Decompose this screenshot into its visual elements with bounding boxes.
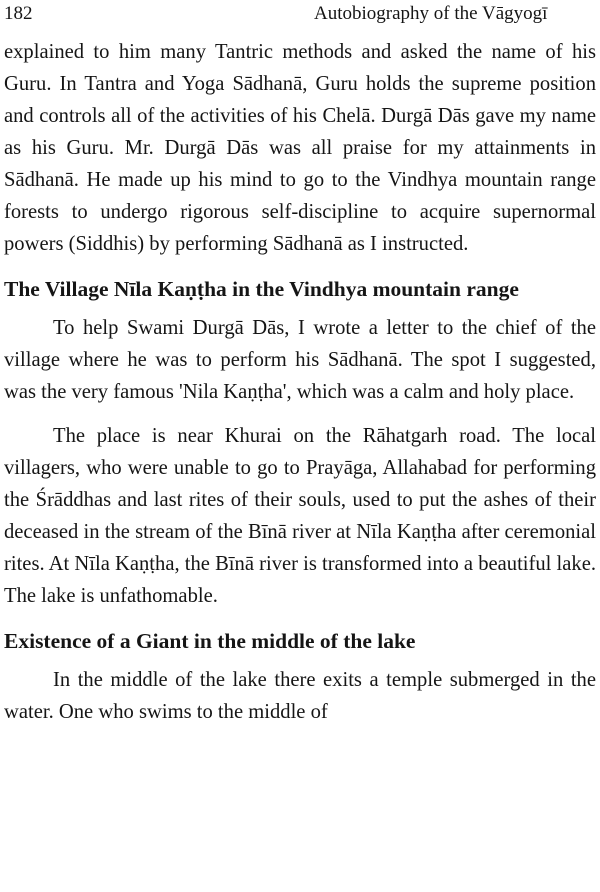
paragraph-continuation: explained to him many Tantric methods and asked the name of his Guru. In Tantra and Yoga Sādhanā, Guru holds the supreme position and controls all of the activities of his Chelā. Durgā Dās gave my name as his Guru. Mr. Durgā Dās was all praise for my attainments in Sādhanā. He made up his mind to go to the Vindhya mountain range forests to undergo rigorous self-discipline to acquire supernormal powers (Siddhis) by performing Sādhanā as I instructed. [4, 41, 596, 255]
book-page [4, 0, 596, 892]
section-heading-nila-kantha: The Village Nīla Kaṇṭha in the Vindhya mountain range [4, 277, 519, 301]
section-heading-giant: Existence of a Giant in the middle of the lake [4, 629, 416, 653]
page-number: 182 [4, 3, 33, 24]
paragraph-temple: In the middle of the lake there exits a temple submerged in the water. One who swims to the middle of [4, 669, 596, 723]
running-title: Autobiography of the Vāgyogī [314, 3, 548, 24]
running-head [4, 0, 596, 30]
paragraph-letter: To help Swami Durgā Dās, I wrote a letter to the chief of the village where he was to perform his Sādhanā. The spot I suggested, was the very famous 'Nila Kaṇṭha', which was a calm and holy place. [4, 317, 596, 403]
paragraph-place: The place is near Khurai on the Rāhatgarh road. The local villagers, who were unable to go to Prayāga, Allahabad for performing the Śrāddhas and last rites of their souls, used to put the ashes of their deceased in the stream of the Bīnā river at Nīla Kaṇṭha after ceremonial rites. At Nīla Kaṇṭha, the Bīnā river is transformed into a beautiful lake. The lake is unfathomable. [4, 425, 596, 607]
